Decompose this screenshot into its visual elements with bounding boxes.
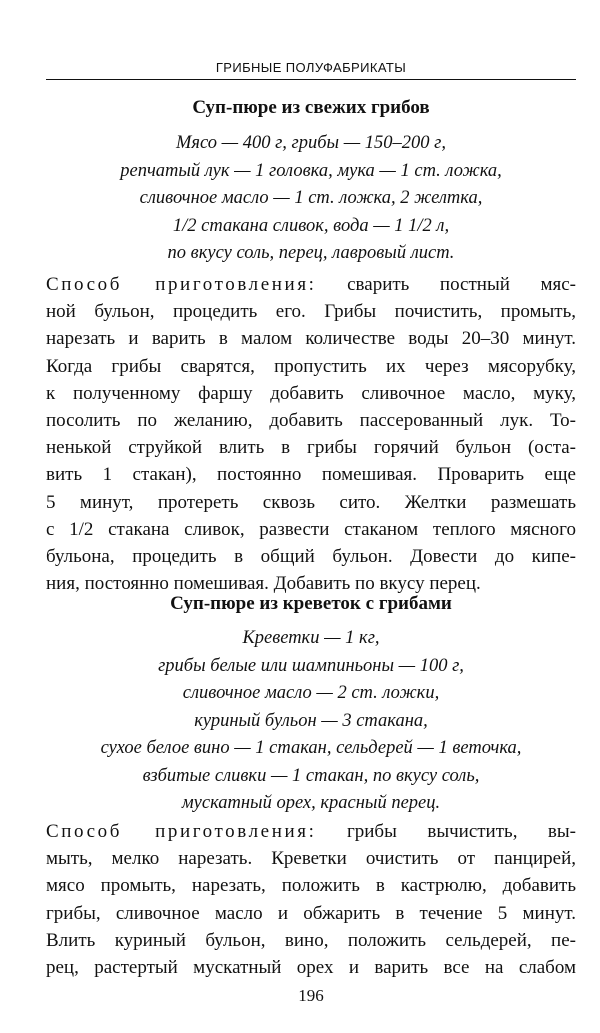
method-label: Способ приготовления:: [46, 821, 317, 842]
method-line: Когда грибы сварятся, пропустить их через мясорубку,: [46, 355, 576, 377]
ingredient-line: взбитые сливки — 1 стакан, по вкусу соль,: [142, 765, 480, 786]
ingredient-line: репчатый лук — 1 головка, мука — 1 ст. ложка,: [120, 160, 502, 181]
method-line: ненькой струйкой влить в грибы горячий бульон (оста-: [46, 437, 576, 459]
method-line: мясо промыть, нарезать, положить в кастрюлю, добавить: [46, 875, 576, 897]
method-line: 5 минут, протереть сквозь сито. Желтки размешать: [46, 491, 576, 513]
header-rule: [46, 79, 576, 80]
recipe-title-2: Суп-пюре из креветок с грибами: [170, 593, 452, 614]
method-line: бульона, процедить в общий бульон. Довести до кипе-: [46, 546, 576, 568]
recipe-title-1: Суп-пюре из свежих грибов: [192, 97, 430, 118]
method-line: с 1/2 стакана сливок, развести стаканом теплого мясного: [46, 518, 576, 540]
ingredient-line: Креветки — 1 кг,: [242, 628, 380, 648]
ingredient-line: сливочное масло — 1 ст. ложка, 2 желтка,: [139, 188, 483, 208]
method-line: нарезать и варить в малом количестве воды 20–30 минут.: [46, 328, 576, 350]
method-line: грибы, сливочное масло и обжарить в течение 5 минут.: [46, 902, 576, 924]
ingredients-1: [46, 130, 576, 268]
ingredients-2: [46, 625, 576, 818]
method-line: [46, 271, 576, 298]
ingredient-line: сливочное масло — 2 ст. ложки,: [182, 683, 440, 703]
ingredient-line: грибы белые или шампиньоны — 100 г,: [158, 655, 464, 676]
method-line: вить 1 стакан), постоянно помешивая. Проварить еще: [46, 464, 576, 486]
method-label: Способ приготовления:: [46, 274, 317, 295]
running-head: ГРИБНЫЕ ПОЛУФАБРИКАТЫ: [215, 60, 407, 75]
method-line: к полученному фаршу добавить сливочное масло, муку,: [46, 382, 576, 404]
ingredient-line: куриный бульон — 3 стакана,: [194, 710, 428, 731]
method-line: ния, постоянно помешивая. Добавить по вкусу перец.: [46, 573, 481, 595]
method-line-text: сварить постный мяс-: [316, 274, 576, 295]
method-line: Влить куриный бульон, вино, положить сельдерей, пе-: [46, 929, 576, 951]
method-line: ной бульон, процедить его. Грибы почистить, промыть,: [46, 301, 576, 323]
method-1: [46, 271, 576, 597]
method-line: посолить по желанию, добавить пассерованный лук. То-: [46, 410, 576, 432]
method-line: мыть, мелко нарезать. Креветки очистить от панцирей,: [46, 848, 576, 870]
ingredient-line: сухое белое вино — 1 стакан, сельдерей — 1 веточка,: [100, 738, 522, 758]
method-2: [46, 818, 576, 981]
method-line: рец, растертый мускатный орех и варить все на слабом: [46, 957, 576, 979]
page-number: 196: [298, 986, 324, 1005]
method-line: [46, 818, 576, 845]
method-line-text: грибы вычистить, вы-: [316, 821, 576, 842]
ingredient-line: 1/2 стакана сливок, вода — 1 1/2 л,: [172, 215, 450, 236]
ingredient-line: по вкусу соль, перец, лавровый лист.: [167, 243, 455, 263]
ingredient-line: Мясо — 400 г, грибы — 150–200 г,: [175, 133, 447, 153]
ingredient-line: мускатный орех, красный перец.: [181, 793, 441, 813]
